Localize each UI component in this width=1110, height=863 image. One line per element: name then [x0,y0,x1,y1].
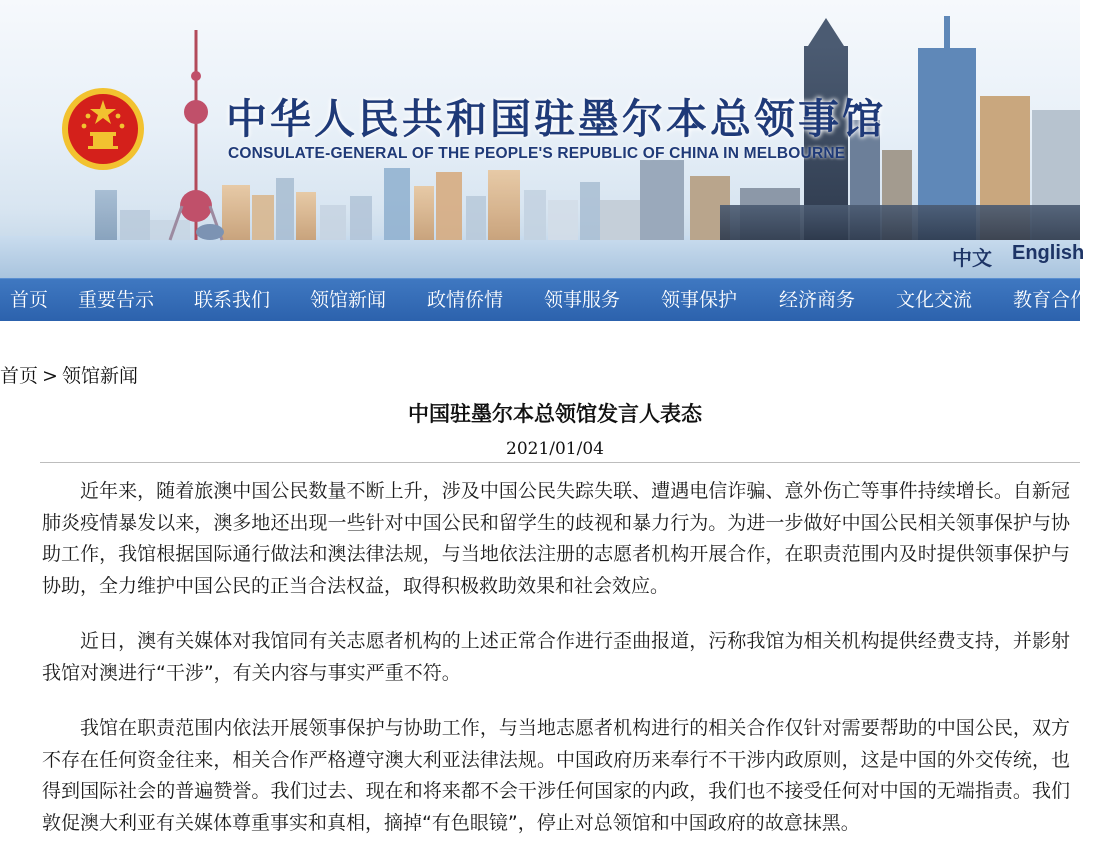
nav-item-notices[interactable]: 重要告示 [78,289,155,311]
article-paragraph: 近日，澳有关媒体对我馆同有关志愿者机构的上述正常合作进行歪曲报道，污称我馆为相关机构提供经费支持，并影射我馆对澳进行“干涉”，有关内容与事实严重不符。 [42,630,1070,684]
nav-item-economy[interactable]: 经济商务 [779,289,856,311]
language-link-english[interactable]: English [1012,242,1085,264]
article-body [42,476,1070,863]
site-title-chinese: 中华人民共和国驻墨尔本总领事馆 [226,95,886,143]
nav-item-consular[interactable]: 领事服务 [544,289,621,311]
title-divider [40,462,1080,463]
tower-illustration [170,30,224,240]
header-banner [0,0,1085,278]
breadcrumb [0,361,138,388]
article-date: 2021/01/04 [506,439,604,459]
article-paragraph: 近年来，随着旅澳中国公民数量不断上升，涉及中国公民失踪失联、遭遇电信诈骗、意外伤亡等事件持续增长。自新冠肺炎疫情暴发以来，澳多地还出现一些针对中国公民和留学生的歧视和暴力行为。为进一步做好中国公民相关领事保护与协助工作，我馆根据国际通行做法和澳法律法规，与当地依法注册的志愿者机构开展合作，在职责范围内及时提供领事保护与协助，全力维护中国公民的正当合法权益，取得积极救助效果和社会效应。 [42,480,1070,597]
language-link-chinese[interactable]: 中文 [952,248,992,270]
breadcrumb-separator: > [42,365,58,387]
breadcrumb-home-link[interactable]: 首页 [0,365,39,387]
nav-item-contact[interactable]: 联系我们 [194,289,271,311]
article-title: 中国驻墨尔本总领馆发言人表态 [408,401,702,426]
national-emblem-icon [60,86,146,172]
nav-item-education[interactable]: 教育合作 [1013,289,1090,311]
nav-item-culture[interactable]: 文化交流 [896,289,973,311]
main-navigation-bar [0,278,1090,321]
nav-item-protection[interactable]: 领事保护 [661,289,738,311]
breadcrumb-current-link[interactable]: 领馆新闻 [61,365,138,387]
site-title-english: CONSULATE-GENERAL OF THE PEOPLE'S REPUBLIC OF CHINA IN MELBOURNE [228,145,846,162]
article-paragraph: 我馆在职责范围内依法开展领事保护与协助工作，与当地志愿者机构进行的相关合作仅针对需要帮助的中国公民，双方不存在任何资金往来，相关合作严格遵守澳大利亚法律法规。中国政府历来奉行不干涉内政原则，这是中国的外交传统，也得到国际社会的普遍赞誉。我们过去、现在和将来都不会干涉任何国家的内政，我们也不接受任何对中国的无端指责。我们敦促澳大利亚有关媒体尊重事实和真相，摘掉“有色眼镜”，停止对总领馆和中国政府的故意抹黑。 [42,717,1070,834]
nav-item-home[interactable]: 首页 [10,289,49,311]
nav-item-news[interactable]: 领馆新闻 [310,289,387,311]
nav-item-politics[interactable]: 政情侨情 [427,289,504,311]
